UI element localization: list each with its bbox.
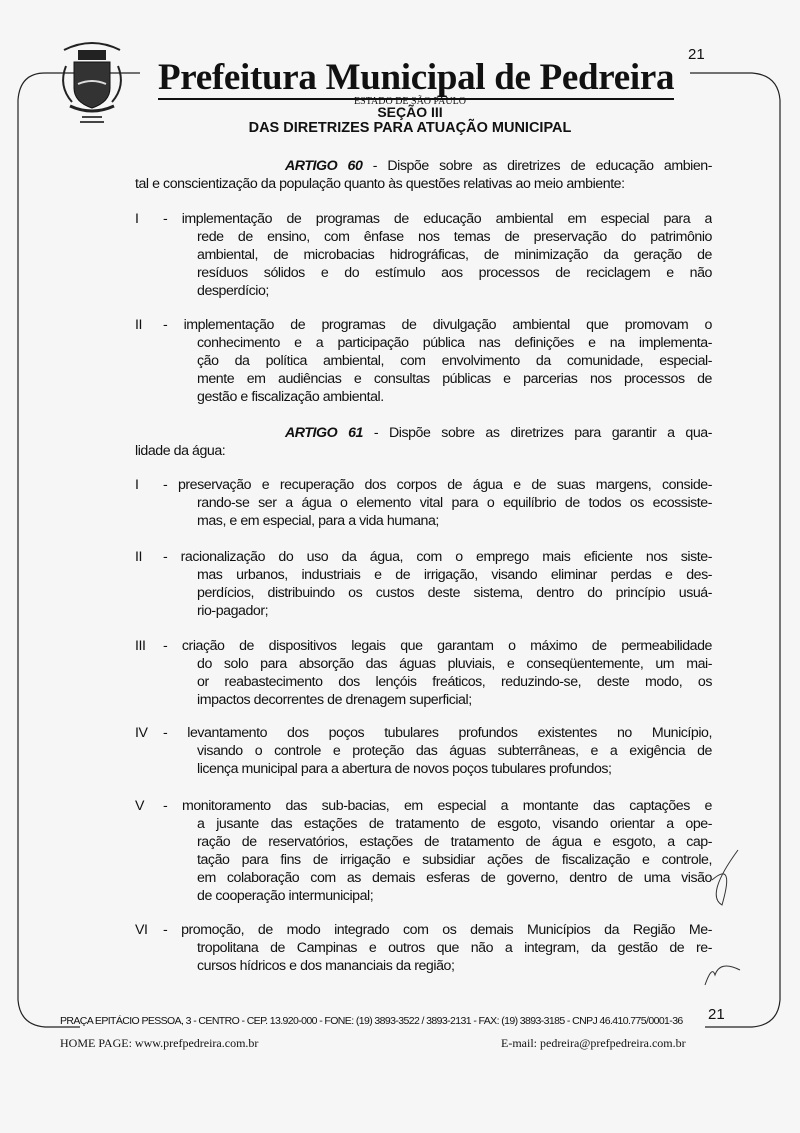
item-text bbox=[163, 210, 712, 300]
article-intro-line bbox=[135, 424, 712, 442]
item-text-line: - preservação e recuperação dos corpos de água e de suas margens, conside- bbox=[163, 477, 712, 493]
footer-email: E-mail: pedreira@prefpedreira.com.br bbox=[501, 1036, 686, 1050]
item-numeral: V bbox=[135, 798, 145, 814]
item-text-line: mas, e em especial, para a vida humana; bbox=[197, 513, 439, 529]
item-numeral: IV bbox=[135, 725, 148, 741]
section-label: SEÇÃO III bbox=[377, 104, 443, 120]
page-number: 21 bbox=[688, 46, 705, 63]
item-numeral: I bbox=[135, 477, 139, 493]
item-numeral: II bbox=[135, 317, 142, 333]
item-numeral: III bbox=[135, 638, 146, 654]
item-text-line: rede de ensino, com ênfase nos temas de preservação do patrimônio bbox=[197, 229, 712, 245]
item-text-line: rio-pagador; bbox=[197, 603, 269, 619]
section-heading: DAS DIRETRIZES PARA ATUAÇÃO MUNICIPAL bbox=[248, 120, 572, 136]
item-text-line: tação para fins de irrigação e subsidiar ações de fiscalização e controle, bbox=[197, 852, 712, 868]
article-intro-text: - Dispõe sobre as diretrizes para garantir a qua- bbox=[362, 425, 712, 441]
article-intro-line: tal e conscientização da população quanto às questões relativas ao meio ambiente: bbox=[135, 176, 625, 192]
item-text bbox=[163, 316, 712, 406]
item-text-line: or reabastecimento dos lençóis freáticos, reduzindo-se, deste modo, os bbox=[197, 674, 712, 690]
item-text-line: mas urbanos, industriais e de irrigação, visando eliminar perdas e des- bbox=[197, 567, 712, 583]
article-intro-text: - Dispõe sobre as diretrizes de educação ambien- bbox=[362, 158, 712, 174]
item-text-line: impactos decorrentes de drenagem superficial; bbox=[197, 692, 472, 708]
item-text-line: - promoção, de modo integrado com os demais Municípios da Região Me- bbox=[163, 922, 712, 938]
item-text-line: desperdício; bbox=[197, 283, 269, 299]
footer-homepage: HOME PAGE: www.prefpedreira.com.br bbox=[60, 1036, 259, 1050]
item-text bbox=[163, 724, 712, 778]
item-text-line: visando o controle e proteção das águas subterrâneas, e a exigência de bbox=[197, 743, 712, 759]
footer-stamp-number: 21 bbox=[708, 1006, 725, 1023]
page-header-title: Prefeitura Municipal de Pedreira bbox=[158, 57, 675, 98]
item-text-line: - implementação de programas de educação ambiental em especial para a bbox=[163, 211, 712, 227]
article-title: ARTIGO 61 bbox=[285, 425, 363, 441]
state-subtitle: ESTADO DE SÃO PAULO bbox=[354, 96, 466, 107]
item-text-line: conhecimento e a participação pública nas definições e na implementa- bbox=[197, 335, 712, 351]
item-text-line: - implementação de programas de divulgação ambiental que promovam o bbox=[163, 317, 712, 333]
item-text-line: perdícios, distribuindo os custos deste sistema, dentro do princípio usuá- bbox=[197, 585, 712, 601]
item-text bbox=[163, 797, 712, 905]
item-text-line: de cooperação intermunicipal; bbox=[197, 888, 374, 904]
item-text bbox=[163, 476, 712, 530]
item-text-line: cursos hídricos e dos mananciais da região; bbox=[197, 958, 455, 974]
item-text-line: - levantamento dos poços tubulares profundos existentes no Município, bbox=[163, 725, 712, 741]
item-text-line: gestão e fiscalização ambiental. bbox=[197, 389, 384, 405]
item-text-line: licença municipal para a abertura de novos poços tubulares profundos; bbox=[197, 761, 612, 777]
item-text-line: - monitoramento das sub-bacias, em especial a montante das captações e bbox=[163, 798, 712, 814]
item-text-line: ambiental, de microbacias hidrográficas, de minimização da geração de bbox=[197, 247, 712, 263]
item-text bbox=[163, 548, 712, 620]
item-text-line: resíduos sólidos e do estímulo aos processos de reciclagem e não bbox=[197, 265, 712, 281]
item-numeral: I bbox=[135, 211, 139, 227]
item-text-line: do solo para absorção das águas pluviais, e conseqüentemente, um mai- bbox=[197, 656, 712, 672]
item-text bbox=[163, 921, 712, 975]
item-text-line: a jusante das estações de tratamento de esgoto, visando orientar a ope- bbox=[197, 816, 712, 832]
item-text-line: em colaboração com as demais esferas de governo, dentro de uma visão bbox=[197, 870, 712, 886]
item-numeral: II bbox=[135, 549, 142, 565]
signature-mark bbox=[712, 850, 738, 905]
item-text-line: rando-se ser a água o elemento vital para o equilíbrio de todos os ecossiste- bbox=[197, 495, 712, 511]
item-text-line: ração de reservatórios, estações de tratamento de água e esgoto, a cap- bbox=[197, 834, 712, 850]
item-text-line: - racionalização do uso da água, com o emprego mais eficiente nos siste- bbox=[163, 549, 712, 565]
article-intro bbox=[135, 424, 712, 460]
item-text-line: ção da política ambiental, com envolvimento da comunidade, especial- bbox=[197, 353, 712, 369]
footer-address: PRAÇA EPITÁCIO PESSOA, 3 - CENTRO - CEP. 13.920-000 - FONE: (19) 3893-3522 / 3893-2131 - FAX: (19) 3893-3185 - CNPJ 46.410.775/0001-36 bbox=[60, 1015, 683, 1027]
article-intro-line: lidade da água: bbox=[135, 443, 226, 459]
article-intro bbox=[135, 157, 712, 193]
item-text bbox=[163, 637, 712, 709]
article-intro-line bbox=[135, 157, 712, 175]
item-text-line: - criação de dispositivos legais que garantam o máximo de permeabilidade bbox=[163, 638, 712, 654]
item-text-line: mente em audiências e consultas públicas e parcerias nos processos de bbox=[197, 371, 712, 387]
item-numeral: VI bbox=[135, 922, 148, 938]
article-title: ARTIGO 60 bbox=[285, 158, 363, 174]
item-text-line: tropolitana de Campinas e outros que não a integram, da gestão de re- bbox=[197, 940, 712, 956]
